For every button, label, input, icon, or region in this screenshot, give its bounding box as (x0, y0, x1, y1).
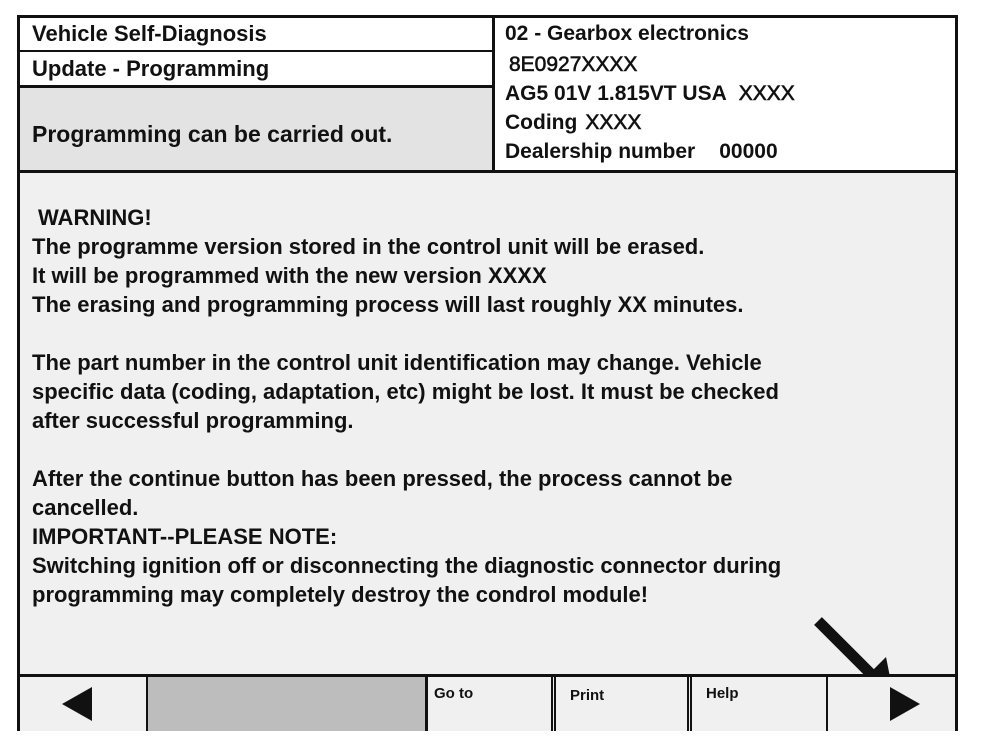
message-line: The programme version stored in the control unit will be erased. (32, 234, 705, 259)
goto-button[interactable]: Go to (428, 677, 556, 731)
warning-title: WARNING! (38, 205, 152, 230)
message-line: after successful programming. (32, 408, 354, 433)
header-left (20, 18, 495, 170)
component-code: XXXX (738, 82, 795, 105)
function-title: Update - Programming (20, 52, 492, 88)
toolbar-field (148, 677, 428, 731)
print-button[interactable]: Print (556, 677, 692, 731)
message-line: cancelled. (32, 495, 139, 520)
message-line: The part number in the control unit identification may change. Vehicle (32, 350, 762, 375)
part-number: 8E0927XXXX (509, 53, 638, 76)
message-body (32, 203, 942, 609)
triangle-right-icon (890, 687, 920, 721)
control-unit-info (495, 18, 955, 170)
coding-line (505, 111, 641, 135)
module-name: 02 - Gearbox electronics (505, 22, 749, 45)
back-button[interactable] (20, 677, 148, 731)
dealership-value: 00000 (719, 140, 778, 163)
header (20, 18, 955, 173)
triangle-left-icon (62, 687, 92, 721)
message-line: After the continue button has been pressed, the process cannot be (32, 466, 733, 491)
message-line: Switching ignition off or disconnecting the diagnostic connector during (32, 553, 782, 578)
dealership-label: Dealership number (505, 140, 696, 163)
important-title: IMPORTANT--PLEASE NOTE: (32, 524, 338, 549)
message-line: programming may completely destroy the condrol module! (32, 582, 649, 607)
next-button[interactable] (828, 677, 955, 731)
dealership-line (505, 140, 778, 164)
toolbar (20, 674, 955, 731)
coding-value: XXXX (585, 111, 642, 134)
component-line (505, 82, 795, 106)
component-id: AG5 01V 1.815VT USA (505, 82, 727, 105)
message-line: specific data (coding, adaptation, etc) might be lost. It must be checked (32, 379, 779, 404)
app-title: Vehicle Self-Diagnosis (20, 18, 492, 52)
message-line: The erasing and programming process will last roughly XX minutes. (32, 292, 744, 317)
help-button[interactable]: Help (692, 677, 828, 731)
coding-label: Coding (505, 111, 578, 134)
diagnosis-screen (17, 15, 958, 731)
message-line: It will be programmed with the new version XXXX (32, 263, 547, 288)
status-message: Programming can be carried out. (20, 88, 492, 170)
